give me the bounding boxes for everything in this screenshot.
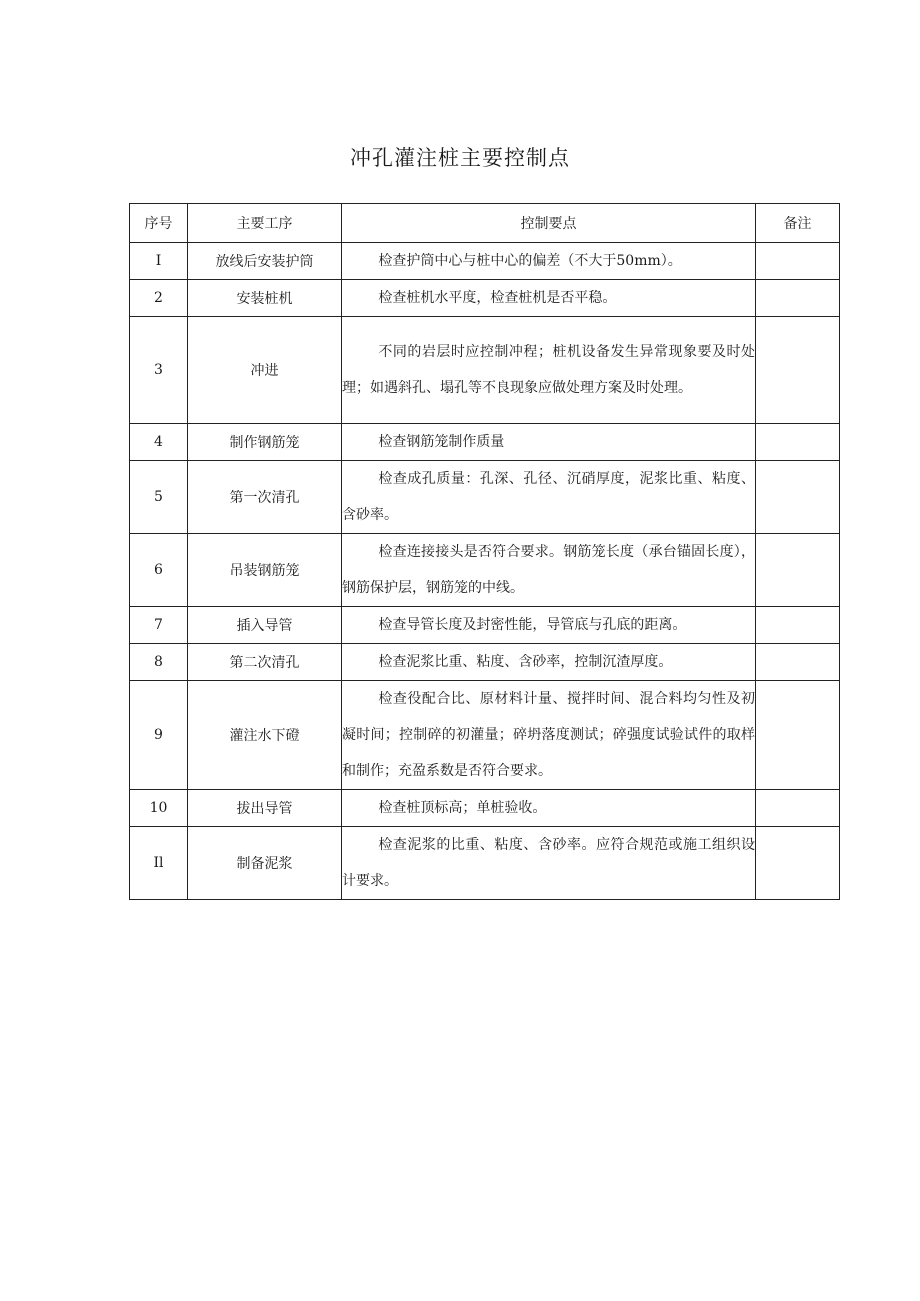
table-row bbox=[130, 243, 840, 280]
row-seq: 10 bbox=[130, 790, 188, 827]
row-control-point: 检查役配合比、原材料计量、搅拌时间、混合料均匀性及初凝时间；控制碎的初灌量；碎坍落度测试；碎强度试验试件的取样和制作；充盈系数是否符合要求。 bbox=[342, 681, 756, 790]
row-control-point: 检查桩顶标高；单桩验收。 bbox=[342, 790, 756, 827]
row-remark bbox=[756, 534, 840, 607]
row-remark bbox=[756, 280, 840, 317]
row-seq: 4 bbox=[130, 424, 188, 461]
row-remark bbox=[756, 317, 840, 424]
row-control-point: 检查导管长度及封密性能，导管底与孔底的距离。 bbox=[342, 607, 756, 644]
row-remark bbox=[756, 243, 840, 280]
row-seq: 7 bbox=[130, 607, 188, 644]
row-remark bbox=[756, 424, 840, 461]
row-control-point: 检查钢筋笼制作质量 bbox=[342, 424, 756, 461]
row-remark bbox=[756, 461, 840, 534]
row-process: 灌注水下磴 bbox=[188, 681, 342, 790]
row-process: 吊装钢筋笼 bbox=[188, 534, 342, 607]
table-header-row bbox=[130, 204, 840, 243]
header-seq: 序号 bbox=[130, 204, 188, 243]
table-row bbox=[130, 280, 840, 317]
row-process: 安装桩机 bbox=[188, 280, 342, 317]
table-row bbox=[130, 790, 840, 827]
row-control-point: 检查成孔质量：孔深、孔径、沉硝厚度，泥浆比重、粘度、含砂率。 bbox=[342, 461, 756, 534]
row-remark bbox=[756, 681, 840, 790]
row-seq: Il bbox=[130, 827, 188, 900]
row-control-point: 不同的岩层时应控制冲程；桩机设备发生异常现象要及时处理；如遇斜孔、塌孔等不良现象应做处理方案及时处理。 bbox=[342, 317, 756, 424]
row-control-point: 检查泥浆的比重、粘度、含砂率。应符合规范或施工组织设计要求。 bbox=[342, 827, 756, 900]
row-process: 制作钢筋笼 bbox=[188, 424, 342, 461]
row-process: 第一次清孔 bbox=[188, 461, 342, 534]
row-process: 冲进 bbox=[188, 317, 342, 424]
table-row bbox=[130, 607, 840, 644]
row-control-point: 检查护筒中心与桩中心的偏差（不大于50mm）。 bbox=[342, 243, 756, 280]
row-seq: 8 bbox=[130, 644, 188, 681]
row-control-point: 检查泥浆比重、粘度、含砂率，控制沉渣厚度。 bbox=[342, 644, 756, 681]
header-control-points: 控制要点 bbox=[342, 204, 756, 243]
table-row bbox=[130, 317, 840, 424]
row-seq: 5 bbox=[130, 461, 188, 534]
row-seq: I bbox=[130, 243, 188, 280]
row-seq: 2 bbox=[130, 280, 188, 317]
table-row bbox=[130, 827, 840, 900]
control-points-table bbox=[129, 203, 840, 900]
row-seq: 6 bbox=[130, 534, 188, 607]
row-process: 第二次清孔 bbox=[188, 644, 342, 681]
row-control-point: 检查连接接头是否符合要求。钢筋笼长度（承台锚固长度），钢筋保护层，钢筋笼的中线。 bbox=[342, 534, 756, 607]
row-control-point: 检查桩机水平度，检查桩机是否平稳。 bbox=[342, 280, 756, 317]
row-seq: 9 bbox=[130, 681, 188, 790]
row-remark bbox=[756, 644, 840, 681]
page-title: 冲孔灌注桩主要控制点 bbox=[350, 146, 570, 170]
table-row bbox=[130, 534, 840, 607]
table-row bbox=[130, 644, 840, 681]
row-remark bbox=[756, 827, 840, 900]
row-remark bbox=[756, 790, 840, 827]
table-row bbox=[130, 681, 840, 790]
row-seq: 3 bbox=[130, 317, 188, 424]
row-process: 拔出导管 bbox=[188, 790, 342, 827]
header-remarks: 备注 bbox=[756, 204, 840, 243]
row-process: 放线后安装护筒 bbox=[188, 243, 342, 280]
row-process: 制备泥浆 bbox=[188, 827, 342, 900]
table-row bbox=[130, 461, 840, 534]
table-row bbox=[130, 424, 840, 461]
header-process: 主要工序 bbox=[188, 204, 342, 243]
row-process: 插入导管 bbox=[188, 607, 342, 644]
row-remark bbox=[756, 607, 840, 644]
